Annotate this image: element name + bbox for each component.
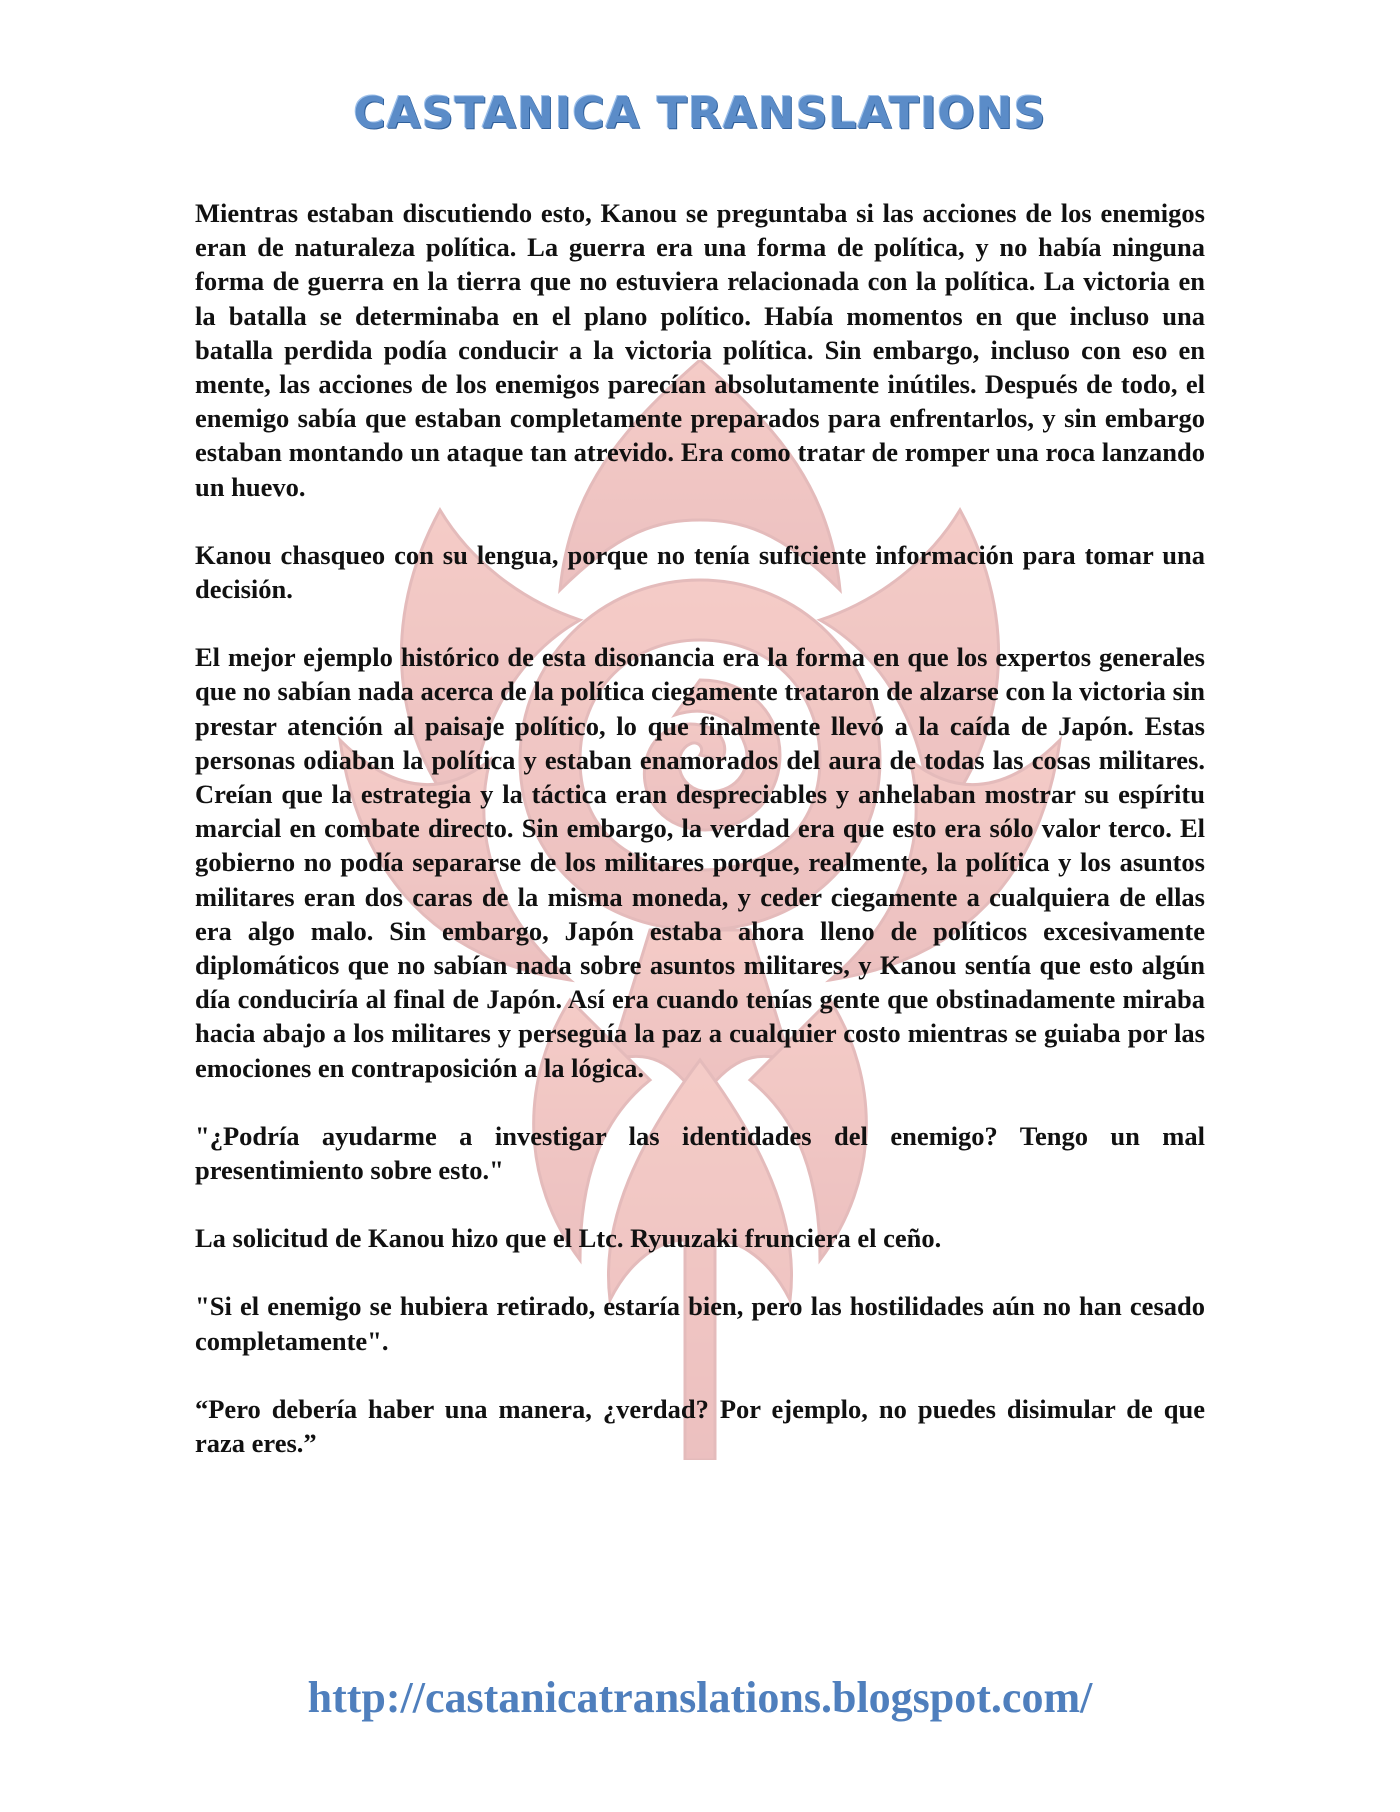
paragraph: Mientras estaban discutiendo esto, Kanou se preguntaba si las acciones de los enemigos eran de naturaleza política. La guerra era una forma de política, y no había ninguna forma de guerra en la tierra que no estuviera relacionada con la política. La victoria en la batalla se determinaba en el plano político. Había momentos en que incluso una batalla perdida podía conducir a la victoria política. Sin embargo, incluso con eso en mente, las acciones de los enemigos parecían absolutamente inútiles. Después de todo, el enemigo sabía que estaban completamente preparados para enfrentarlos, y sin embargo estaban montando un ataque tan atrevido. Era como tratar de romper una roca lanzando un huevo. bbox=[195, 198, 1205, 502]
document-body bbox=[195, 196, 1205, 1494]
paragraph: "¿Podría ayudarme a investigar las identidades del enemigo? Tengo un mal presentimiento sobre esto." bbox=[195, 1120, 1205, 1186]
paragraph: “Pero debería haber una manera, ¿verdad? Por ejemplo, no puedes disimular de que raza eres.” bbox=[195, 1393, 1205, 1459]
paragraph: Kanou chasqueo con su lengua, porque no tenía suficiente información para tomar una decisión. bbox=[195, 539, 1205, 605]
footer-url-link[interactable]: http://castanicatranslations.blogspot.com/ bbox=[307, 1673, 1093, 1722]
page-header-title: CASTANICA TRANSLATIONS bbox=[353, 88, 1047, 139]
paragraph: "Si el enemigo se hubiera retirado, estaría bien, pero las hostilidades aún no han cesado completamente". bbox=[195, 1291, 1205, 1356]
paragraph: La solicitud de Kanou hizo que el Ltc. Ryuuzaki frunciera el ceño. bbox=[195, 1223, 942, 1254]
paragraph: El mejor ejemplo histórico de esta disonancia era la forma en que los expertos generales que no sabían nada acerca de la política ciegamente trataron de alzarse con la victoria sin prestar atención al paisaje político, lo que finalmente llevó a la caída de Japón. Estas personas odiaban la política y estaban enamorados del aura de todas las cosas militares. Creían que la estrategia y la táctica eran despreciables y anhelaban mostrar su espíritu marcial en combate directo. Sin embargo, la verdad era que esto era sólo valor terco. El gobierno no podía separarse de los militares porque, realmente, la política y los asuntos militares eran dos caras de la misma moneda, y ceder ciegamente a cualquiera de ellas era algo malo. Sin embargo, Japón estaba ahora lleno de políticos excesivamente diplomáticos que no sabían nada sobre asuntos militares, y Kanou sentía que esto algún día conduciría al final de Japón. Así era cuando tenías gente que obstinadamente miraba hacia abajo a los militares y perseguía la paz a cualquier costo mientras se guiaba por las emociones en contraposición a la lógica. bbox=[195, 642, 1205, 1083]
